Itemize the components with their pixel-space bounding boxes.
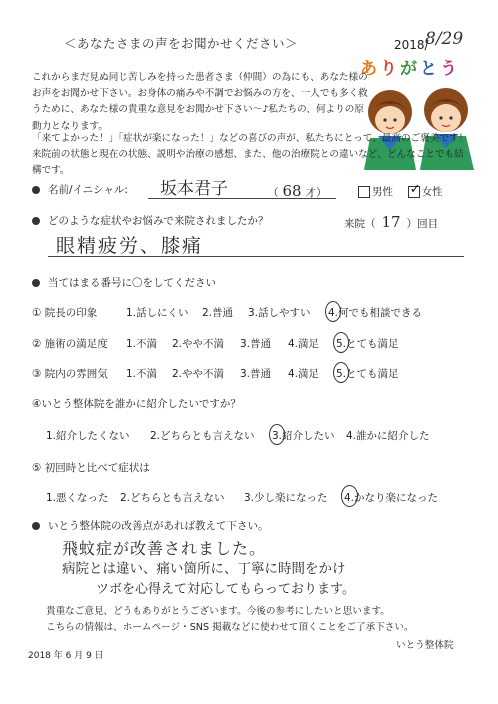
selected-option-circle bbox=[333, 332, 349, 353]
compare-question: ⑤ 初回時と比べて症状は bbox=[32, 462, 150, 474]
rating-label: ② 施術の満足度 bbox=[32, 338, 108, 350]
option-4[interactable]: 4.満足 bbox=[288, 368, 320, 380]
selected-option-circle bbox=[341, 485, 358, 507]
symptom-question: どのような症状やお悩みで来院されましたか？ bbox=[48, 215, 269, 227]
option-4[interactable]: 4.満足 bbox=[288, 338, 320, 350]
name-row bbox=[32, 182, 128, 197]
rating-label: ③ 院内の雰囲気 bbox=[32, 368, 108, 380]
symptom-question-row bbox=[32, 213, 269, 228]
visits-label-end: ）回目 bbox=[406, 218, 439, 230]
symptom-answer[interactable]: 眼精疲労、膝痛 bbox=[56, 235, 204, 257]
option-2[interactable]: 2.やや不満 bbox=[172, 338, 225, 350]
rating-row-director bbox=[32, 305, 97, 320]
intro-paragraph-2: 「来てよかった！」「症状が楽になった！」などの喜びの声が、私たちにとって、最高のご褒美です！来院前の状態と現在の状態、説明や治療の感想、また、他の治療院との違いなど、どんなことでも結構です。 bbox=[32, 133, 469, 177]
visits-value[interactable]: 17 bbox=[381, 213, 401, 231]
referral-option-2[interactable]: 2.どちらとも言えない bbox=[150, 430, 255, 442]
age-open: （ bbox=[268, 187, 279, 199]
option-3[interactable]: 3.普通 bbox=[240, 368, 272, 380]
clinic-name: いとう整体院 bbox=[396, 640, 454, 651]
male-checkbox[interactable] bbox=[358, 186, 370, 198]
bullet-dot-icon bbox=[32, 217, 40, 225]
improve-question-row bbox=[32, 518, 269, 533]
selected-option-circle bbox=[325, 301, 341, 322]
bullet-dot-icon bbox=[32, 186, 40, 194]
visit-count-field bbox=[344, 213, 438, 231]
comment-line-2[interactable]: 病院とは違い、痛い箇所に、丁寧に時間をかけ bbox=[62, 561, 346, 577]
bullet-dot-icon bbox=[32, 279, 40, 287]
name-label: 名前/イニシャル: bbox=[48, 184, 128, 196]
option-4[interactable]: 4.何でも相談できる bbox=[328, 307, 423, 319]
option-2[interactable]: 2.普通 bbox=[202, 307, 234, 319]
referral-question: ④いとう整体院を誰かに紹介したいですか？ bbox=[32, 398, 241, 410]
thanks-char: り bbox=[380, 59, 400, 79]
referral-option-4[interactable]: 4.誰かに紹介した bbox=[346, 430, 430, 442]
option-1[interactable]: 1.不満 bbox=[126, 368, 158, 380]
footer-usage-note: こちらの情報は、ホームページ・SNS 掲載などに使わせて頂くことをご了承下さい。 bbox=[46, 622, 414, 633]
instruction-text: 当てはまる番号に〇をしてください bbox=[48, 277, 216, 289]
handwritten-date: 8/29 bbox=[425, 29, 464, 49]
gender-options bbox=[358, 184, 443, 199]
female-label: 女性 bbox=[421, 186, 443, 198]
option-2[interactable]: 2.やや不満 bbox=[172, 368, 225, 380]
male-label: 男性 bbox=[372, 186, 393, 198]
comment-line-3[interactable]: ツボを心得えて対応してもらっております。 bbox=[96, 582, 355, 597]
print-date: 2018 年 6 月 9 日 bbox=[28, 651, 104, 661]
selected-option-circle bbox=[269, 424, 285, 445]
option-1[interactable]: 1.話しにくい bbox=[126, 307, 189, 319]
age-close: 才） bbox=[305, 187, 327, 199]
age-value[interactable]: 68 bbox=[282, 182, 302, 200]
option-3[interactable]: 3.普通 bbox=[240, 338, 272, 350]
visits-label: 来院（ bbox=[344, 218, 376, 230]
instruction-row bbox=[32, 275, 216, 290]
compare-option-3[interactable]: 3.少し楽になった bbox=[244, 492, 328, 504]
form-title: ＜あなたさまの声をお聞かせください＞ bbox=[64, 36, 299, 51]
option-3[interactable]: 3.話しやすい bbox=[248, 307, 311, 319]
thanks-char: が bbox=[400, 59, 420, 79]
intro-paragraph-1: これからまだ見ぬ同じ苦しみを持った患者さま（仲間）の為にも、あなた様のお声をお聞かせ下さい。お身体の痛みや不調でお悩みの方を、一人でも多く救うために、あなた様の貴重な意見をお聞かせ下さい～♪私たちの、何よりの原動力となります。 bbox=[32, 72, 368, 132]
rating-row-atmosphere bbox=[32, 366, 108, 381]
year-prefix: 2018/ bbox=[394, 38, 429, 52]
name-value[interactable]: 坂本君子 bbox=[160, 179, 228, 199]
symptom-underline bbox=[48, 256, 464, 257]
thanks-char: あ bbox=[360, 59, 380, 79]
referral-option-3[interactable]: 3.紹介したい bbox=[272, 430, 335, 442]
option-1[interactable]: 1.不満 bbox=[126, 338, 158, 350]
rating-row-satisfaction bbox=[32, 336, 108, 351]
thanks-banner bbox=[360, 54, 460, 79]
improve-question: いとう整体院の改善点があれば教えて下さい。 bbox=[48, 520, 269, 532]
thanks-char: う bbox=[440, 59, 460, 79]
check-icon: ✓ bbox=[409, 182, 421, 197]
compare-option-1[interactable]: 1.悪くなった bbox=[46, 492, 109, 504]
thanks-char: と bbox=[420, 59, 440, 79]
compare-option-4[interactable]: 4.かなり楽になった bbox=[344, 492, 439, 504]
age-field bbox=[268, 182, 327, 200]
rating-label: ① 院長の印象 bbox=[32, 307, 98, 319]
female-checkbox[interactable] bbox=[408, 182, 421, 198]
option-5[interactable]: 5.とても満足 bbox=[336, 338, 399, 350]
option-5[interactable]: 5.とても満足 bbox=[336, 368, 399, 380]
compare-option-2[interactable]: 2.どちらとも言えない bbox=[120, 492, 225, 504]
referral-option-1[interactable]: 1.紹介したくない bbox=[46, 430, 130, 442]
footer-thanks: 貴重なご意見、どうもありがとうございます。今後の参考にしたいと思います。 bbox=[46, 606, 390, 617]
comment-line-1[interactable]: 飛蚊症が改善されました。 bbox=[62, 539, 267, 558]
bullet-dot-icon bbox=[32, 522, 40, 530]
selected-option-circle bbox=[333, 362, 349, 383]
